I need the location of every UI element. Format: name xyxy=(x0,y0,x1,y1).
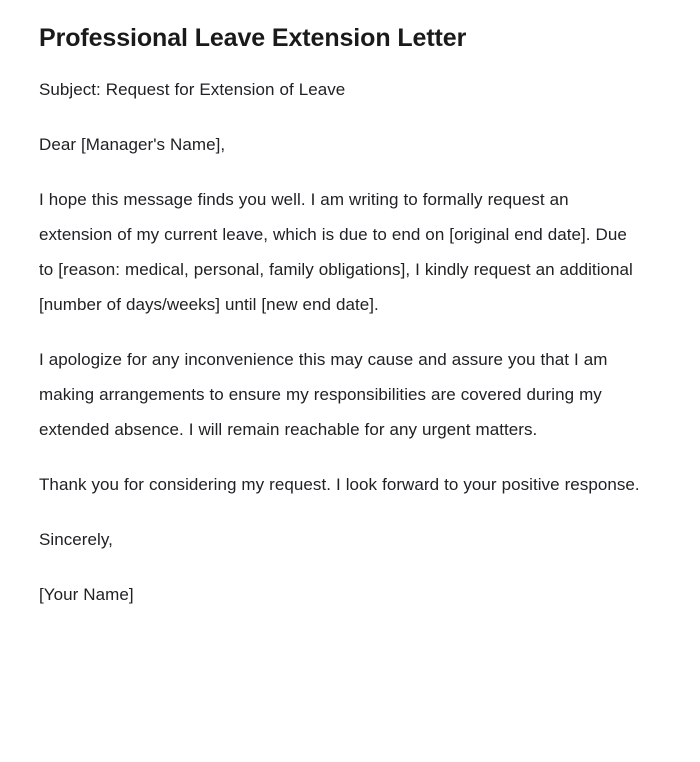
subject-line: Subject: Request for Extension of Leave xyxy=(39,80,346,99)
salutation: Dear [Manager's Name], xyxy=(39,135,226,154)
body-paragraph-1: I hope this message finds you well. I am writing to formally request an extension of my current leave, which is due to end on [original end date]. Due to [reason: medical, personal, family obligations], I kindly request an additional [number of days/weeks] until [new end date]. xyxy=(39,190,633,314)
letter-body xyxy=(39,72,640,612)
body-paragraph-2: I apologize for any inconvenience this may cause and assure you that I am making arrangements to ensure my responsibilities are covered during my extended absence. I will remain reachable for any urgent matters. xyxy=(39,350,608,439)
closing: Sincerely, xyxy=(39,530,113,549)
signature-placeholder: [Your Name] xyxy=(39,585,134,604)
body-paragraph-3: Thank you for considering my request. I look forward to your positive response. xyxy=(39,475,640,494)
page-title: Professional Leave Extension Letter xyxy=(39,24,467,52)
